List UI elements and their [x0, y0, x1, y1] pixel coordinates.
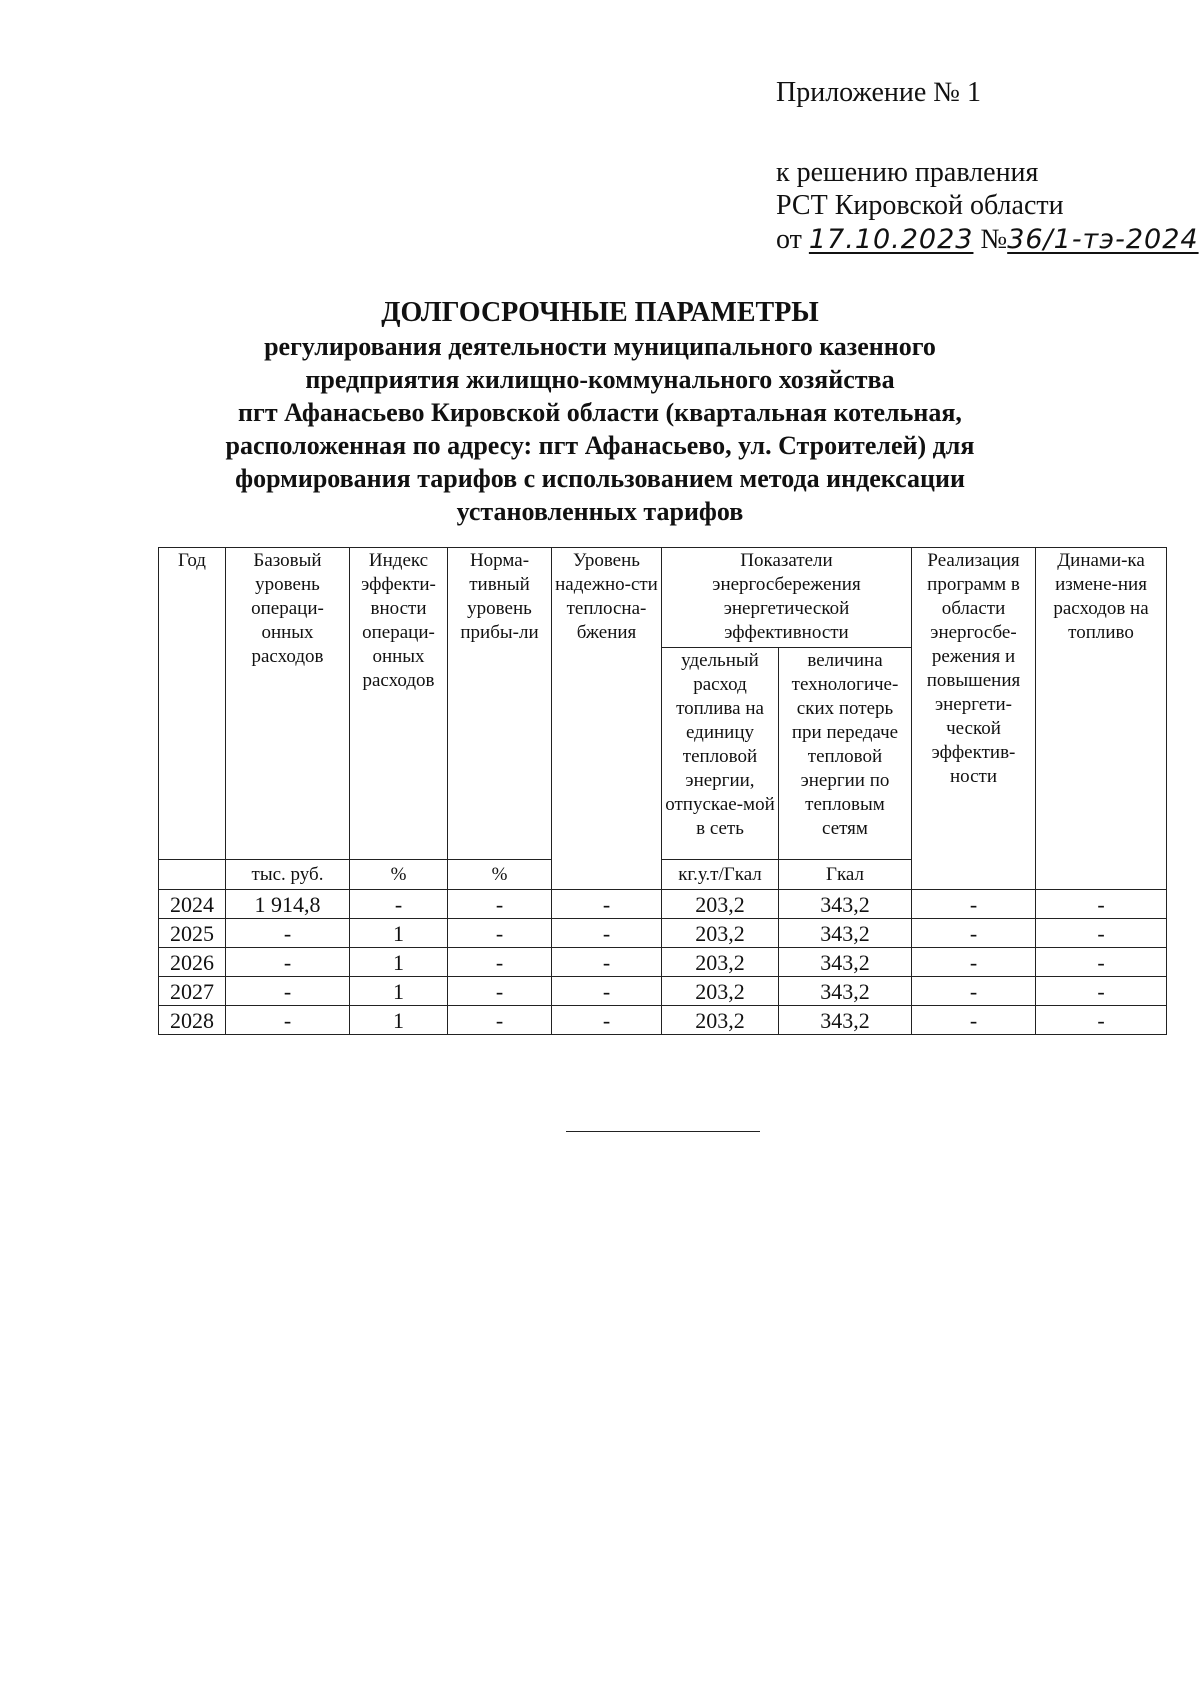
header-reliability: Уровень надежно-сти теплосна-бжения	[552, 548, 662, 890]
cell-fuel-dynamics: -	[1036, 948, 1167, 977]
unit-losses: Гкал	[779, 860, 912, 890]
cell-fuel-dynamics: -	[1036, 977, 1167, 1006]
subtitle-line-4: расположенная по адресу: пгт Афанасьево, ул. Строителей) для	[225, 431, 975, 460]
cell-profit: -	[448, 977, 552, 1006]
subtitle-line-6: установленных тарифов	[456, 497, 744, 526]
cell-fuel-dynamics: -	[1036, 890, 1167, 919]
cell-profit: -	[448, 890, 552, 919]
header-losses: величина технологиче-ских потерь при передаче тепловой энергии по тепловым сетям	[779, 648, 912, 860]
cell-fuel-rate: 203,2	[662, 977, 779, 1006]
cell-programs: -	[912, 977, 1036, 1006]
cell-fuel-rate: 203,2	[662, 1006, 779, 1035]
appendix-authority: РСТ Кировской области	[776, 190, 1064, 222]
cell-year: 2026	[159, 948, 226, 977]
cell-profit: -	[448, 948, 552, 977]
cell-efficiency-index: 1	[350, 1006, 448, 1035]
unit-efficiency-index: %	[350, 860, 448, 890]
decision-date: 17.10.2023	[808, 223, 974, 255]
cell-base-opex: -	[226, 977, 350, 1006]
cell-base-opex: 1 914,8	[226, 890, 350, 919]
cell-losses: 343,2	[779, 890, 912, 919]
header-year: Год	[159, 548, 226, 860]
cell-fuel-dynamics: -	[1036, 919, 1167, 948]
cell-year: 2027	[159, 977, 226, 1006]
cell-year: 2028	[159, 1006, 226, 1035]
cell-base-opex: -	[226, 919, 350, 948]
unit-fuel-rate: кг.у.т/Гкал	[662, 860, 779, 890]
table-row	[159, 890, 1167, 919]
cell-losses: 343,2	[779, 977, 912, 1006]
cell-reliability: -	[552, 890, 662, 919]
cell-profit: -	[448, 919, 552, 948]
table-row	[159, 1006, 1167, 1035]
parameters-table	[158, 547, 1167, 1035]
header-efficiency-index: Индекс эффекти-вности операци-онных расходов	[350, 548, 448, 860]
cell-fuel-dynamics: -	[1036, 1006, 1167, 1035]
subtitle-line-1: регулирования деятельности муниципального казенного	[264, 332, 936, 361]
unit-base-opex: тыс. руб.	[226, 860, 350, 890]
subtitle-line-2: предприятия жилищно-коммунального хозяйства	[305, 365, 895, 394]
appendix-date-line	[776, 223, 1199, 257]
cell-programs: -	[912, 890, 1036, 919]
cell-fuel-rate: 203,2	[662, 948, 779, 977]
appendix-block	[776, 76, 1199, 256]
title-block	[150, 296, 1050, 528]
cell-reliability: -	[552, 948, 662, 977]
cell-programs: -	[912, 948, 1036, 977]
subtitle-line-3: пгт Афанасьево Кировской области (квартальная котельная,	[238, 398, 962, 427]
cell-base-opex: -	[226, 1006, 350, 1035]
table-row	[159, 977, 1167, 1006]
cell-fuel-rate: 203,2	[662, 890, 779, 919]
cell-fuel-rate: 203,2	[662, 919, 779, 948]
cell-losses: 343,2	[779, 919, 912, 948]
from-label: от	[776, 223, 802, 255]
subtitle-line-5: формирования тарифов с использованием метода индексации	[235, 464, 965, 493]
unit-year-empty	[159, 860, 226, 890]
table-row	[159, 948, 1167, 977]
cell-year: 2025	[159, 919, 226, 948]
cell-losses: 343,2	[779, 1006, 912, 1035]
cell-losses: 343,2	[779, 948, 912, 977]
cell-programs: -	[912, 919, 1036, 948]
cell-reliability: -	[552, 919, 662, 948]
cell-reliability: -	[552, 977, 662, 1006]
cell-year: 2024	[159, 890, 226, 919]
cell-profit: -	[448, 1006, 552, 1035]
number-label: №	[980, 223, 1008, 255]
decision-number: 36/1-тэ-2024	[1007, 223, 1199, 255]
cell-efficiency-index: 1	[350, 977, 448, 1006]
cell-reliability: -	[552, 1006, 662, 1035]
cell-base-opex: -	[226, 948, 350, 977]
appendix-to-decision: к решению правления	[776, 156, 1039, 188]
header-profit: Норма-тивный уровень прибы-ли	[448, 548, 552, 860]
header-programs: Реализация программ в области энергосбе-режения и повышения энергети-ческой эффектив-ности	[912, 548, 1036, 890]
header-fuel-dynamics: Динами-ка измене-ния расходов на топливо	[1036, 548, 1167, 890]
appendix-number: Приложение № 1	[776, 77, 981, 108]
cell-efficiency-index: 1	[350, 948, 448, 977]
header-fuel-rate: удельный расход топлива на единицу тепловой энергии, отпускае-мой в сеть	[662, 648, 779, 860]
cell-efficiency-index: 1	[350, 919, 448, 948]
table-row	[159, 919, 1167, 948]
cell-efficiency-index: -	[350, 890, 448, 919]
end-of-document-rule	[566, 1131, 760, 1132]
unit-profit: %	[448, 860, 552, 890]
header-base-opex: Базовый уровень операци-онных расходов	[226, 548, 350, 860]
appendix-gap	[776, 110, 1199, 156]
cell-programs: -	[912, 1006, 1036, 1035]
header-energy-saving: Показатели энергосбережения энергетической эффективности	[662, 548, 912, 648]
document-title: ДОЛГОСРОЧНЫЕ ПАРАМЕТРЫ	[381, 297, 819, 328]
